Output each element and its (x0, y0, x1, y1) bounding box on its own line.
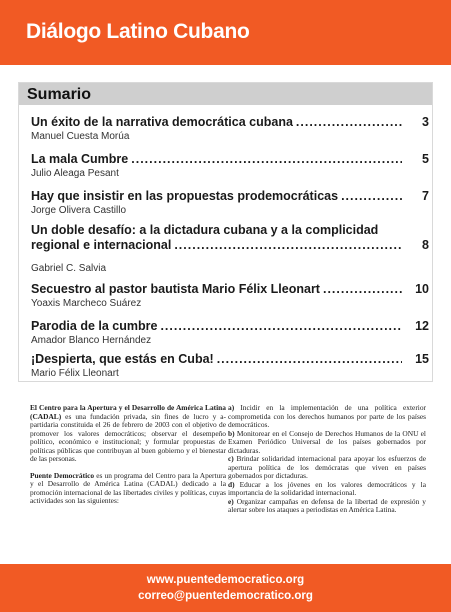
publication-title: Diálogo Latino Cubano (26, 20, 250, 43)
puente-description: es un programa del Centro para la Apertura y el Desarrollo de América Latina (CADAL) dedicado a la promoción internacional de las libertades civiles y políticas, cuyas actividades son las siguientes: (30, 470, 227, 505)
toc-entry-author: Gabriel C. Salvia (31, 263, 107, 274)
activity-item (228, 481, 426, 498)
toc-heading: Sumario (27, 86, 92, 103)
toc-entry-author: Manuel Cuesta Morúa (31, 131, 130, 142)
toc-leader-dots (341, 189, 402, 204)
footer-banner (0, 564, 451, 612)
activity-text: Organizar campañas en defensa de la libertad de expresión y alertar sobre los ataques a periodistas en América Latina. (228, 496, 426, 514)
activity-text: Educar a los jóvenes en los valores democráticos y la importancia de la solidaridad internacional. (228, 479, 426, 497)
header-banner (0, 0, 451, 68)
toc-entry-title: Parodia de la cumbre (31, 319, 158, 333)
activity-item (228, 455, 426, 481)
toc-page-number: 7 (422, 189, 429, 203)
cadal-name: El Centro para la Apertura y el Desarrollo de América Latina (CADAL) (30, 403, 226, 421)
toc-entry-title: Secuestro al pastor bautista Mario Félix Lleonart (31, 282, 320, 296)
toc-entry-author: Julio Aleaga Pesant (31, 168, 119, 179)
toc-page-number: 5 (422, 152, 429, 166)
activity-letter: c) (228, 454, 234, 463)
toc-leader-dots (174, 238, 402, 253)
table-of-contents (18, 82, 433, 382)
activity-text: Brindar solidaridad internacional para apoyar los esfuerzos de apertura política de los demócratas que viven en países gobernados por dictaduras. (228, 454, 426, 480)
toc-entry-title: ¡Despierta, que estás en Cuba! (31, 352, 214, 366)
toc-page-number: 15 (415, 352, 429, 366)
toc-page-number: 12 (415, 319, 429, 333)
toc-leader-dots (217, 352, 402, 367)
activity-item (228, 404, 426, 430)
about-column-left (30, 404, 226, 514)
about-column-right (228, 404, 426, 515)
toc-page-number: 8 (422, 238, 429, 252)
toc-entry-title-line1: Un doble desafío: a la dictadura cubana y a la complicidad (31, 223, 379, 237)
toc-entry-author: Amador Blanco Hernández (31, 335, 152, 346)
toc-entry-author: Jorge Olivera Castillo (31, 205, 127, 216)
toc-leader-dots (296, 115, 402, 130)
activity-item (228, 430, 426, 456)
activity-item (228, 498, 426, 515)
toc-entry-title: regional e internacional (31, 238, 172, 252)
website-link[interactable]: www.puentedemocratico.org (146, 574, 305, 586)
toc-leader-dots (323, 282, 402, 297)
toc-entry[interactable] (31, 223, 429, 274)
activity-text: Incidir en la implementación de una política exterior comprometida con los derechos humanos por parte de los países democráticos. (228, 403, 426, 429)
sumario-bar (19, 83, 432, 105)
activity-letter: a) (228, 403, 235, 412)
activity-letter: e) (228, 496, 234, 506)
toc-entry-author: Mario Félix Lleonart (31, 368, 119, 379)
cadal-description: es una fundación privada, sin fines de lucro y a-partidaria constituida el 26 de febrero de 2003 con el objetivo de promover los valores democráticos; observar el desempeño político, económico e institucional; y formular propuestas de políticas públicas que contribuyan al buen gobierno y el bienestar de las personas. (30, 411, 226, 463)
activity-letter: b) (228, 428, 235, 438)
toc-entry-author: Yoaxis Marcheco Suárez (31, 298, 142, 309)
toc-entry[interactable] (31, 189, 429, 216)
about-cadal-paragraph (30, 404, 226, 464)
toc-leader-dots (160, 319, 402, 334)
about-puente-paragraph (30, 472, 226, 506)
toc-entry[interactable] (31, 352, 429, 379)
activity-text: Monitorear en el Consejo de Derechos Humanos de la ONU el Examen Periódico Universal de los países gobernados por dictaduras. (228, 428, 426, 455)
toc-leader-dots (131, 152, 402, 167)
toc-entry-title: Hay que insistir en las propuestas prodemocráticas (31, 189, 339, 203)
toc-entry[interactable] (31, 115, 429, 142)
toc-entry-title: La mala Cumbre (31, 152, 129, 166)
puente-name: Puente Democrático (30, 470, 95, 480)
toc-entry[interactable] (31, 152, 429, 179)
toc-page-number: 10 (415, 282, 429, 296)
toc-entry[interactable] (31, 319, 429, 346)
activity-letter: d) (228, 479, 235, 489)
toc-page-number: 3 (422, 115, 429, 129)
email-link[interactable]: correo@puentedemocratico.org (138, 590, 313, 602)
toc-entry-title: Un éxito de la narrativa democrática cubana (31, 115, 293, 129)
toc-entry[interactable] (31, 282, 429, 309)
